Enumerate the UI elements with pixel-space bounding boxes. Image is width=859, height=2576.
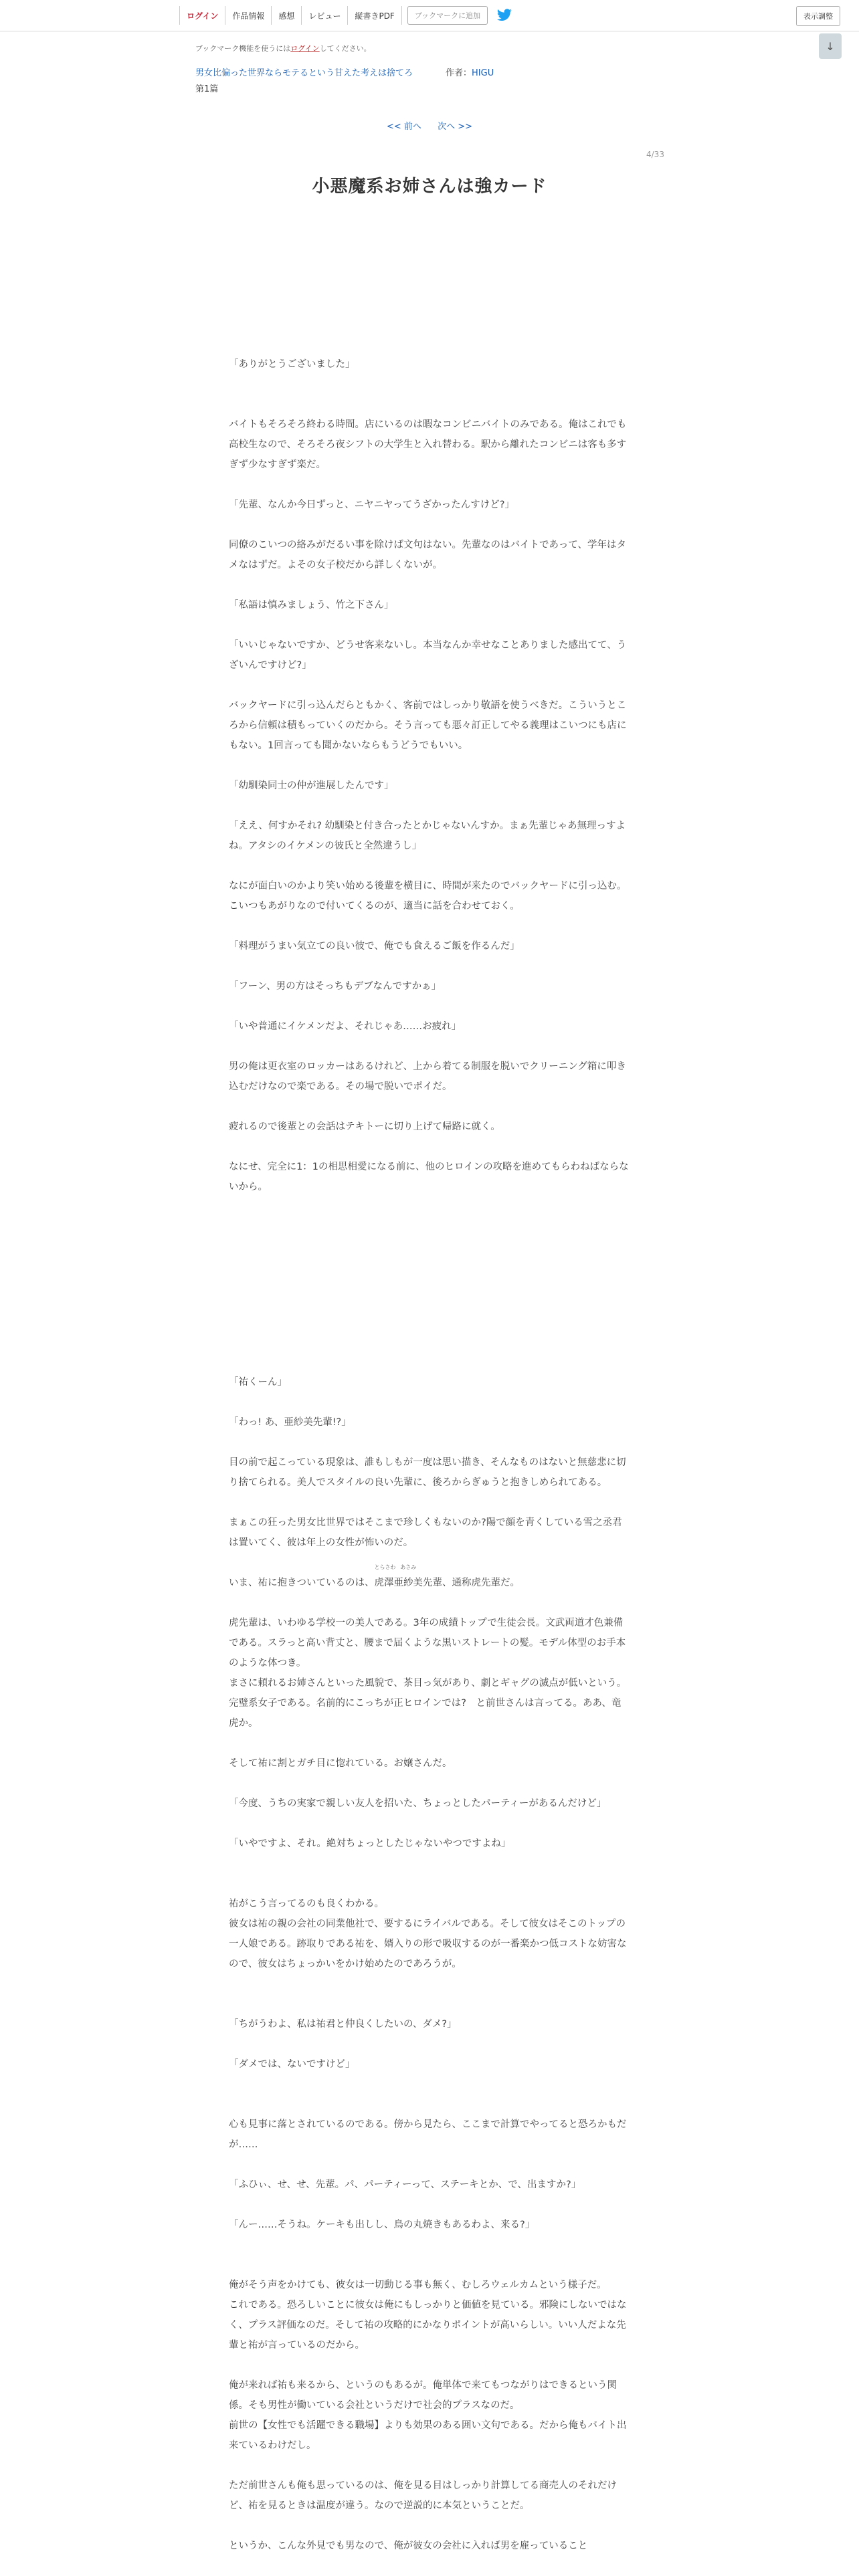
- scroll-arrow-icon[interactable]: ↓: [819, 33, 842, 59]
- ruby-reading: とらさわ: [374, 1564, 396, 1570]
- paragraph-gap: [229, 2456, 630, 2476]
- story-paragraph: なにせ、完全に1：1の相思相愛になる前に、他のヒロインの攻略を進めてもらわねばならないから。: [229, 1162, 629, 1192]
- paragraph-gap: [229, 1553, 630, 1573]
- story-paragraph: 「んー……そうね。ケーキも出しし、鳥の丸焼きもあるわよ、来る?」: [229, 2220, 535, 2230]
- ruby-torasawa: [374, 1564, 396, 1593]
- paragraph-gap: [229, 1814, 630, 1834]
- paragraph-gap: [229, 374, 630, 395]
- story-paragraph: 「ええ、何すかそれ? 幼馴染と付き合ったとかじゃないんすか。まぁ先輩じゃあ無理っすよね。アタシのイケメンの彼氏と全然違うし」: [229, 821, 626, 851]
- twitter-icon[interactable]: [496, 8, 513, 23]
- story-paragraph: なにが面白いのかより笑い始める後輩を横目に、時間が来たのでバックヤードに引っ込む。こいつもあがりなので付いてくるのが、適当に話を合わせておく。: [229, 881, 627, 911]
- story-body-section-1: [229, 354, 630, 1197]
- paragraph-gap: [229, 916, 630, 936]
- paragraph-gap: [229, 1137, 630, 1157]
- notice-prefix: ブックマーク機能を使うには: [195, 44, 291, 53]
- story-paragraph: 「祐くーん」: [229, 1377, 287, 1388]
- story-paragraph: 「いや普通にイケメンだよ、それじゃあ……お疲れ」: [229, 1021, 462, 1032]
- paragraph-gap: [229, 856, 630, 876]
- paragraph-gap: [229, 1854, 630, 1874]
- story-paragraph: そして祐に割とガチ目に惚れている。お嬢さんだ。: [229, 1758, 452, 1769]
- story-body-section-2: [229, 1372, 630, 2556]
- paragraph-gap: [229, 996, 630, 1016]
- paragraph-gap: [229, 796, 630, 816]
- story-paragraph: まぁこの狂った男女比世界ではそこまで珍しくもないのか?陽で顔を青くしている雪之丞君は置いてく、彼は年上の女性が怖いのだ。: [229, 1517, 622, 1548]
- author-name-link[interactable]: HIGU: [472, 68, 494, 78]
- impressions-button[interactable]: 感想: [272, 6, 302, 25]
- paragraph-gap: [229, 1593, 630, 1613]
- login-button[interactable]: ログイン: [179, 6, 225, 25]
- story-paragraph: 「いいじゃないですか、どうせ客来ないし。本当なんか幸せなことありました感出てて、うざいんですけど?」: [229, 640, 627, 671]
- paragraph-gap: [229, 1733, 630, 1753]
- story-paragraph: 「ありがとうございました」: [229, 359, 355, 370]
- paragraph-gap: [229, 2195, 630, 2215]
- paragraph-gap: [229, 1097, 630, 1117]
- story-paragraph: 疲れるので後輩との会話はテキトーに切り上げて帰路に就く。: [229, 1121, 500, 1132]
- bookmark-notice: [195, 43, 371, 53]
- story-paragraph: これである。恐ろしいことに彼女は俺にもしっかりと価値を見ている。邪険にしないではなく、プラス評価なのだ。そして祐の攻略的にかなりポイントが高いらしい。いい人だよな先輩と祐が言っているのだから。: [229, 2300, 627, 2351]
- pager: [0, 119, 859, 132]
- story-paragraph: 俺がそう声をかけても、彼女は一切動じる事も無く、むしろウェルカムという様子だ。: [229, 2280, 607, 2290]
- story-paragraph: 「幼馴染同士の仲が進展したんです」: [229, 780, 394, 791]
- paragraph-gap: [229, 1874, 630, 1894]
- story-paragraph: 前世の【女性でも活躍できる職場】よりも効果のある囲い文句である。だから俺もバイト出来ているわけだし。: [229, 2420, 627, 2451]
- nav-menu: [179, 5, 513, 25]
- story-paragraph: バックヤードに引っ込んだらともかく、客前ではしっかり敬語を使うべきだ。こういうところから信頼は積もっていくのだから。そう言っても悪々訂正してやる義理はこいつにも店にもない。1回言っても聞かないならもうどうでもいい。: [229, 700, 627, 751]
- paragraph-gap: [229, 2034, 630, 2054]
- page-number: 4/33: [646, 150, 664, 159]
- vertical-pdf-button[interactable]: 縦書きPDF: [348, 6, 401, 25]
- story-paragraph: 俺が来れば祐も来るから、というのもあるが。俺単体で来てもつながりはできるという関係。そも男性が働いている会社というだけで社会的プラスなのだ。: [229, 2380, 617, 2411]
- story-paragraph: 「ふひぃ、せ、せ、先輩。パ、パーティーって、ステーキとか、で、出ますか?」: [229, 2179, 581, 2190]
- review-button[interactable]: レビュー: [302, 6, 348, 25]
- paragraph-gap: [229, 2516, 630, 2536]
- story-paragraph: ただ前世さんも俺も思っているのは、俺を見る目はしっかり計算してる商売人のそれだけど、祐を見るときは温度が違う。なので逆説的に本気ということだ。: [229, 2480, 617, 2511]
- paragraph-gap: [229, 1493, 630, 1513]
- story-paragraph: 「フーン、男の方はそっちもデブなんですかぁ」: [229, 981, 442, 992]
- story-paragraph: 「ちがうわよ、私は祐君と仲良くしたいの、ダメ?」: [229, 2019, 457, 2030]
- author-label: 作者：: [446, 68, 472, 78]
- paragraph-gap: [229, 1037, 630, 1057]
- ruby-suffix: 先輩、通称虎先輩だ。: [423, 1578, 520, 1588]
- story-paragraph: バイトもそろそろ終わる時間。店にいるのは暇なコンビニバイトのみである。俺はこれでも高校生なので、そろそろ夜シフトの大学生と入れ替わる。駅から離れたコンビニは客も多すぎず少なすぎず楽だ。: [229, 419, 627, 470]
- story-paragraph: 「先輩、なんか今日ずっと、ニヤニヤってうざかったんすけど?」: [229, 500, 514, 510]
- ruby-base: 亜紗美: [393, 1578, 423, 1588]
- story-paragraph: 彼女は祐の親の会社の同業他社で、要するにライバルである。そして彼女はそこのトップの一人娘である。跡取りである祐を、婿入りの形で吸収するのが一番楽かつ低コストな妨害なので、彼女はちょっかいをかけ始めたのであろうが。: [229, 1919, 627, 1969]
- paragraph-gap: [229, 2235, 630, 2255]
- story-paragraph: 「ダメでは、ないですけど」: [229, 2059, 355, 2070]
- paragraph-gap: [229, 615, 630, 635]
- paragraph-gap: [229, 1392, 630, 1412]
- chapter-label: 第1篇: [195, 84, 219, 94]
- paragraph-gap: [229, 1994, 630, 2014]
- series-title-link[interactable]: 男女比偏った世界ならモテるという甘えた考えは捨てろ: [195, 68, 413, 78]
- story-paragraph: 目の前で起こっている現象は、誰もしもが一度は思い描き、そんなものはないと無慈悲に切り捨てられる。美人でスタイルの良い先輩に、後ろからぎゅうと抱きしめられてある。: [229, 1457, 626, 1488]
- story-paragraph: 同僚のこいつの絡みがだるい事を除けば文句はない。先輩なのはバイトであって、学年はタメなはずだ。よその女子校だから詳しくないが。: [229, 540, 627, 570]
- paragraph-gap: [229, 956, 630, 976]
- story-paragraph: まさに頼れるお姉さんといった風貌で、茶目っ気があり、劇とギャグの滅点が低いという。完璧系女子である。名前的にこっちが正ヒロインでは? と前世さんは言ってる。ああ、竜虎か。: [229, 1678, 627, 1729]
- notice-login-link[interactable]: ログイン: [290, 44, 320, 53]
- story-paragraph: 「いやですよ、それ。絶対ちょっとしたじゃないやつですよね」: [229, 1838, 511, 1849]
- paragraph-gap: [229, 1974, 630, 1994]
- paragraph-gap: [229, 2255, 630, 2275]
- paragraph-gap: [229, 575, 630, 595]
- paragraph-gap: [229, 1432, 630, 1453]
- paragraph-gap: [229, 2355, 630, 2375]
- top-navigation-bar: [0, 0, 859, 31]
- paragraph-gap: [229, 475, 630, 495]
- paragraph-gap: [229, 1774, 630, 1794]
- paragraph-gap: [229, 515, 630, 535]
- notice-suffix: してください。: [319, 44, 371, 53]
- paragraph-gap: [229, 756, 630, 776]
- story-paragraph: というか、こんな外見でも男なので、俺が彼女の会社に入れば男を雇っていること: [229, 2541, 588, 2551]
- story-paragraph: 男の俺は更衣室のロッカーはあるけれど、上から着てる制服を脱いでクリーニング箱に叩き込むだけなので楽である。その場で脱いでポイだ。: [229, 1061, 626, 1092]
- story-paragraph: 「わっ! あ、亜紗美先輩!?」: [229, 1417, 351, 1428]
- paragraph-gap: [229, 2155, 630, 2175]
- paragraph-gap: [229, 395, 630, 415]
- add-bookmark-button[interactable]: ブックマークに追加: [407, 6, 488, 25]
- paragraph-gap: [229, 675, 630, 695]
- story-paragraph: 心も見事に落とされているのである。傍から見たら、ここまで計算でやってると恐ろかもだが……: [229, 2119, 627, 2150]
- paragraph-gap: [229, 2095, 630, 2115]
- story-paragraph: 祐がこう言ってるのも良くわかる。: [229, 1899, 384, 1909]
- story-paragraph-ruby: [229, 1564, 630, 1593]
- ruby-asami: [393, 1564, 423, 1593]
- story-paragraph: 「私語は慎みましょう、竹之下さん」: [229, 600, 394, 611]
- story-paragraph: 「今度、うちの実家で親しい友人を招いた、ちょっとしたパーティーがあるんだけど」: [229, 1798, 607, 1809]
- ruby-prefix: いま、祐に抱きついているのは、: [229, 1578, 375, 1588]
- prev-link[interactable]: << 前へ: [387, 122, 421, 132]
- paragraph-gap: [229, 2074, 630, 2095]
- display-settings-button[interactable]: 表示調整: [796, 6, 840, 26]
- ruby-reading: あさみ: [400, 1564, 417, 1570]
- author-info: [446, 66, 494, 78]
- work-info-button[interactable]: 作品情報: [225, 6, 272, 25]
- next-link[interactable]: 次へ >>: [438, 122, 472, 132]
- episode-title: 小悪魔系お姉さんは強カード: [312, 177, 547, 197]
- ruby-base: 虎澤: [374, 1578, 394, 1588]
- story-paragraph: 虎先輩は、いわゆる学校一の美人である。3年の成績トップで生徒会長。文武両道才色兼備である。スラっと高い背丈と、腰まで届くような黒いストレートの髪。モデル体型のお手本のような体つき。: [229, 1618, 626, 1669]
- story-paragraph: 「料理がうまい気立ての良い彼で、俺でも食えるご飯を作るんだ」: [229, 941, 520, 952]
